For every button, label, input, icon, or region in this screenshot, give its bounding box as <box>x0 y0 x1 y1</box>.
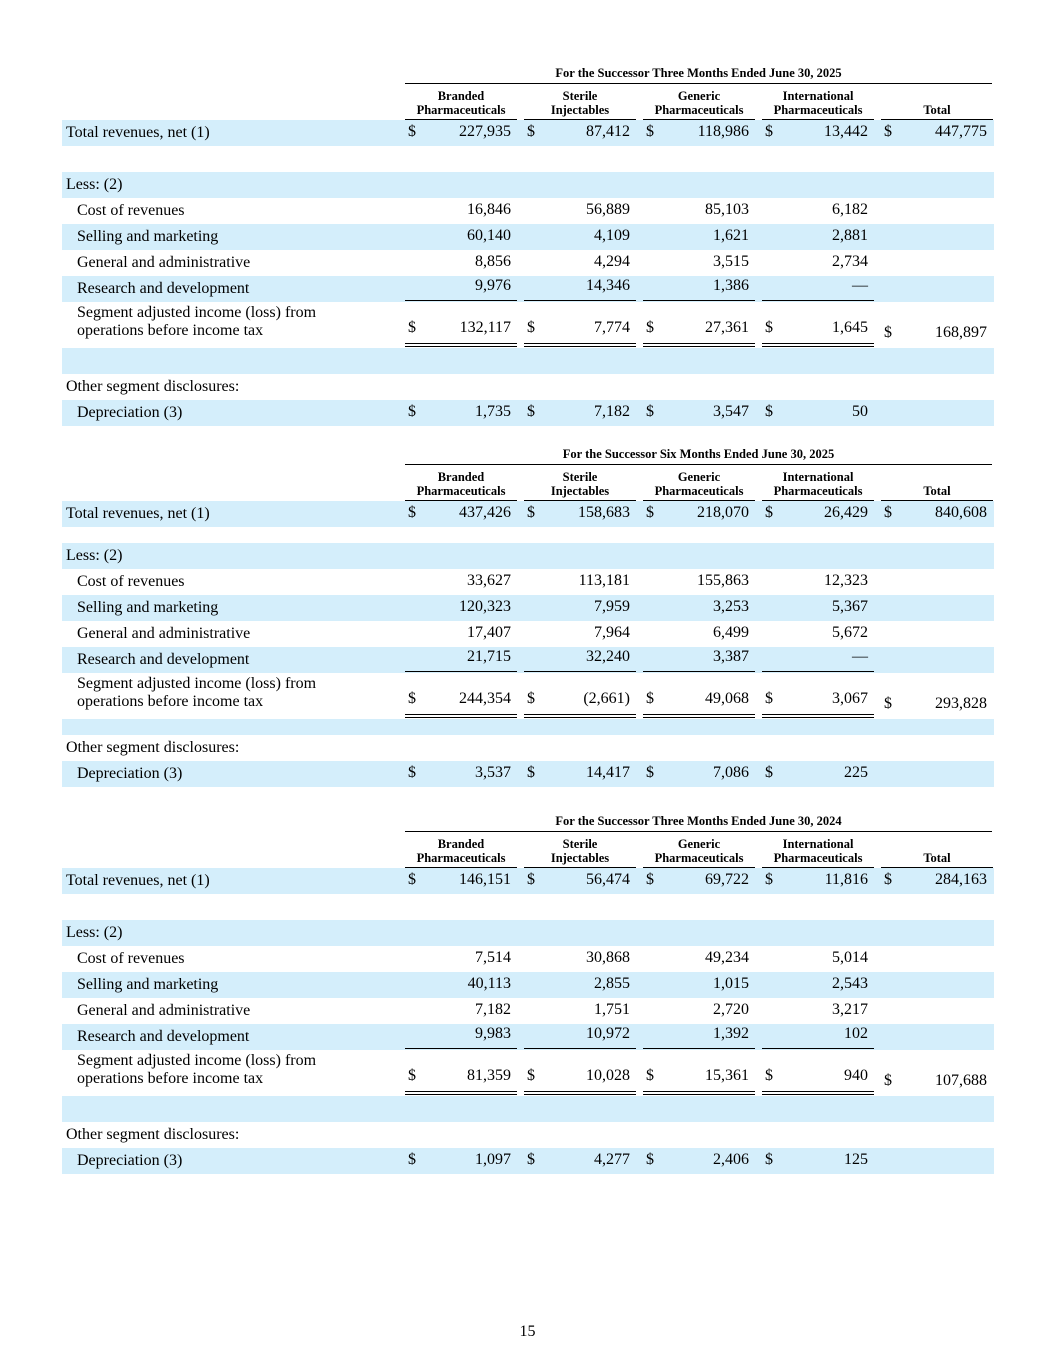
currency-sign: $ <box>408 319 416 336</box>
row-label: Segment adjusted income (loss) from operations before income tax <box>77 1052 317 1087</box>
currency-sign: $ <box>765 504 773 521</box>
cell-value: 4,277 <box>594 1151 630 1168</box>
cell-value: 27,361 <box>705 319 749 336</box>
row-label: Less: (2) <box>66 176 123 193</box>
currency-sign: $ <box>408 504 416 521</box>
currency-sign: $ <box>765 123 773 140</box>
currency-sign: $ <box>527 123 535 140</box>
row-label: Depreciation (3) <box>77 404 183 421</box>
col-branded: Branded Pharmaceuticals <box>405 837 517 868</box>
currency-sign: $ <box>527 871 535 888</box>
cell-value: 13,442 <box>824 123 868 140</box>
cell-value: 107,688 <box>935 1072 987 1089</box>
row-total-revenues <box>62 868 994 894</box>
currency-sign: $ <box>646 764 654 781</box>
row-general-admin <box>62 621 994 647</box>
row-total-revenues <box>62 501 994 527</box>
col-generic: Generic Pharmaceuticals <box>643 89 755 120</box>
cell-value: 4,294 <box>594 253 630 270</box>
row-label: Selling and marketing <box>77 228 219 245</box>
col-total: Total <box>881 851 993 868</box>
col-branded: Branded Pharmaceuticals <box>405 470 517 501</box>
page-number: 15 <box>519 1323 536 1340</box>
currency-sign: $ <box>884 695 892 712</box>
cell-value: 10,972 <box>586 1025 630 1042</box>
currency-sign: $ <box>646 123 654 140</box>
currency-sign: $ <box>408 403 416 420</box>
col-total: Total <box>881 484 993 501</box>
cell-value: 227,935 <box>459 123 511 140</box>
cell-value: 33,627 <box>467 572 511 589</box>
row-depreciation <box>62 761 994 787</box>
cell-value: 56,474 <box>586 871 630 888</box>
cell-value: 9,976 <box>475 277 511 294</box>
currency-sign: $ <box>646 403 654 420</box>
cell-value: 81,359 <box>467 1067 511 1084</box>
cell-value: 3,537 <box>475 764 511 781</box>
spacer-row <box>62 348 994 374</box>
cell-value: 218,070 <box>697 504 749 521</box>
row-label: Total revenues, net (1) <box>66 124 210 141</box>
cell-value: 14,417 <box>586 764 630 781</box>
cell-value: 5,014 <box>832 949 868 966</box>
cell-value: 7,182 <box>594 403 630 420</box>
cell-value: 2,720 <box>713 1001 749 1018</box>
cell-value: 87,412 <box>586 123 630 140</box>
cell-value: 1,097 <box>475 1151 511 1168</box>
row-label: Depreciation (3) <box>77 765 183 782</box>
row-label: General and administrative <box>77 625 251 642</box>
cell-value: 14,346 <box>586 277 630 294</box>
currency-sign: $ <box>527 1151 535 1168</box>
cell-value: 85,103 <box>705 201 749 218</box>
cell-value: 3,217 <box>832 1001 868 1018</box>
row-label: Cost of revenues <box>77 950 185 967</box>
cell-value: 118,986 <box>697 123 749 140</box>
row-cost-of-revenues <box>62 198 994 224</box>
cell-value: 437,426 <box>459 504 511 521</box>
cell-value: 120,323 <box>459 598 511 615</box>
cell-value: 11,816 <box>824 871 868 888</box>
cell-value: 2,406 <box>713 1151 749 1168</box>
row-label: General and administrative <box>77 254 251 271</box>
cell-value: 21,715 <box>467 648 511 665</box>
row-label: Segment adjusted income (loss) from operations before income tax <box>77 304 317 339</box>
cell-value: 3,067 <box>832 690 868 707</box>
cell-value: 3,515 <box>713 253 749 270</box>
col-generic: Generic Pharmaceuticals <box>643 837 755 868</box>
currency-sign: $ <box>765 403 773 420</box>
cell-value: 447,775 <box>935 123 987 140</box>
row-label: Research and development <box>77 280 250 297</box>
col-international: International Pharmaceuticals <box>762 837 874 868</box>
row-total-revenues <box>62 120 994 146</box>
col-branded: Branded Pharmaceuticals <box>405 89 517 120</box>
cell-value: 17,407 <box>467 624 511 641</box>
currency-sign: $ <box>408 1151 416 1168</box>
spacer-row <box>62 1096 994 1122</box>
row-label: Total revenues, net (1) <box>66 505 210 522</box>
cell-value: 32,240 <box>586 648 630 665</box>
cell-value: 102 <box>844 1025 868 1042</box>
row-general-admin <box>62 250 994 276</box>
row-label: Research and development <box>77 651 250 668</box>
currency-sign: $ <box>527 319 535 336</box>
currency-sign: $ <box>527 403 535 420</box>
row-cost-of-revenues <box>62 569 994 595</box>
row-research-development <box>62 276 994 302</box>
cell-value: 6,499 <box>713 624 749 641</box>
row-cost-of-revenues <box>62 946 994 972</box>
col-international: International Pharmaceuticals <box>762 89 874 120</box>
col-sterile: Sterile Injectables <box>524 837 636 868</box>
cell-value: 1,621 <box>713 227 749 244</box>
row-selling-marketing <box>62 972 994 998</box>
row-selling-marketing <box>62 595 994 621</box>
cell-value: 7,774 <box>594 319 630 336</box>
col-sterile: Sterile Injectables <box>524 470 636 501</box>
currency-sign: $ <box>527 1067 535 1084</box>
col-generic: Generic Pharmaceuticals <box>643 470 755 501</box>
cell-value: — <box>852 277 868 294</box>
cell-value: 5,367 <box>832 598 868 615</box>
row-label: Other segment disclosures: <box>66 378 240 395</box>
cell-value: 1,735 <box>475 403 511 420</box>
period-header: For the Successor Three Months Ended June 30, 2025 <box>405 64 992 84</box>
cell-value: 7,086 <box>713 764 749 781</box>
cell-value: 2,881 <box>832 227 868 244</box>
cell-value: 49,068 <box>705 690 749 707</box>
spacer-row <box>62 719 994 735</box>
row-label: Cost of revenues <box>77 573 185 590</box>
currency-sign: $ <box>646 690 654 707</box>
cell-value: 26,429 <box>824 504 868 521</box>
currency-sign: $ <box>884 123 892 140</box>
currency-sign: $ <box>646 504 654 521</box>
row-other-disclosures <box>62 735 994 761</box>
cell-value: 9,983 <box>475 1025 511 1042</box>
cell-value: 4,109 <box>594 227 630 244</box>
row-label: General and administrative <box>77 1002 251 1019</box>
currency-sign: $ <box>646 871 654 888</box>
currency-sign: $ <box>408 690 416 707</box>
row-label: Cost of revenues <box>77 202 185 219</box>
cell-value: 225 <box>844 764 868 781</box>
row-label: Total revenues, net (1) <box>66 872 210 889</box>
currency-sign: $ <box>765 1151 773 1168</box>
segment-table-q2-2024 <box>62 812 994 1174</box>
row-segment-income <box>62 302 994 348</box>
cell-value: 10,028 <box>586 1067 630 1084</box>
currency-sign: $ <box>646 319 654 336</box>
row-label: Selling and marketing <box>77 976 219 993</box>
cell-value: 244,354 <box>459 690 511 707</box>
cell-value: 6,182 <box>832 201 868 218</box>
spacer-row <box>62 894 994 920</box>
currency-sign: $ <box>527 764 535 781</box>
col-sterile: Sterile Injectables <box>524 89 636 120</box>
col-international: International Pharmaceuticals <box>762 470 874 501</box>
currency-sign: $ <box>646 1151 654 1168</box>
col-total: Total <box>881 103 993 120</box>
spacer-row <box>62 527 994 543</box>
currency-sign: $ <box>408 871 416 888</box>
row-label: Selling and marketing <box>77 599 219 616</box>
row-less <box>62 543 994 569</box>
cell-value: 1,751 <box>594 1001 630 1018</box>
cell-value: 155,863 <box>697 572 749 589</box>
cell-value: 69,722 <box>705 871 749 888</box>
cell-value: 7,959 <box>594 598 630 615</box>
cell-value: 5,672 <box>832 624 868 641</box>
cell-value: 56,889 <box>586 201 630 218</box>
cell-value: 158,683 <box>578 504 630 521</box>
currency-sign: $ <box>765 1067 773 1084</box>
cell-value: 125 <box>844 1151 868 1168</box>
currency-sign: $ <box>646 1067 654 1084</box>
currency-sign: $ <box>527 690 535 707</box>
row-general-admin <box>62 998 994 1024</box>
row-label: Segment adjusted income (loss) from operations before income tax <box>77 675 317 710</box>
currency-sign: $ <box>408 123 416 140</box>
cell-value: 1,392 <box>713 1025 749 1042</box>
currency-sign: $ <box>884 504 892 521</box>
segment-table-six-months-2025 <box>62 445 994 787</box>
cell-value: 2,734 <box>832 253 868 270</box>
column-headers <box>62 84 994 120</box>
cell-value: 7,964 <box>594 624 630 641</box>
cell-value: 12,323 <box>824 572 868 589</box>
cell-value: 7,182 <box>475 1001 511 1018</box>
cell-value: 16,846 <box>467 201 511 218</box>
cell-value: (2,661) <box>583 690 630 707</box>
cell-value: 132,117 <box>459 319 511 336</box>
currency-sign: $ <box>408 764 416 781</box>
segment-table-q2-2025 <box>62 64 994 426</box>
cell-value: 840,608 <box>935 504 987 521</box>
cell-value: 15,361 <box>705 1067 749 1084</box>
cell-value: 30,868 <box>586 949 630 966</box>
currency-sign: $ <box>884 324 892 341</box>
cell-value: 1,015 <box>713 975 749 992</box>
currency-sign: $ <box>884 871 892 888</box>
row-label: Depreciation (3) <box>77 1152 183 1169</box>
currency-sign: $ <box>527 504 535 521</box>
cell-value: 3,387 <box>713 648 749 665</box>
row-other-disclosures <box>62 1122 994 1148</box>
cell-value: 2,855 <box>594 975 630 992</box>
cell-value: 40,113 <box>467 975 511 992</box>
cell-value: 940 <box>844 1067 868 1084</box>
currency-sign: $ <box>765 319 773 336</box>
row-label: Research and development <box>77 1028 250 1045</box>
column-headers <box>62 465 994 501</box>
spacer-row <box>62 146 994 172</box>
cell-value: — <box>852 648 868 665</box>
row-less <box>62 920 994 946</box>
cell-value: 60,140 <box>467 227 511 244</box>
row-less <box>62 172 994 198</box>
currency-sign: $ <box>765 871 773 888</box>
row-label: Less: (2) <box>66 547 123 564</box>
cell-value: 146,151 <box>459 871 511 888</box>
row-selling-marketing <box>62 224 994 250</box>
cell-value: 50 <box>852 403 868 420</box>
cell-value: 168,897 <box>935 324 987 341</box>
row-label: Other segment disclosures: <box>66 739 240 756</box>
currency-sign: $ <box>408 1067 416 1084</box>
cell-value: 49,234 <box>705 949 749 966</box>
cell-value: 1,645 <box>832 319 868 336</box>
cell-value: 2,543 <box>832 975 868 992</box>
currency-sign: $ <box>765 690 773 707</box>
row-segment-income <box>62 1050 994 1096</box>
cell-value: 113,181 <box>578 572 630 589</box>
cell-value: 293,828 <box>935 695 987 712</box>
row-research-development <box>62 1024 994 1050</box>
period-header: For the Successor Three Months Ended June 30, 2024 <box>405 812 992 832</box>
row-label: Other segment disclosures: <box>66 1126 240 1143</box>
cell-value: 3,253 <box>713 598 749 615</box>
currency-sign: $ <box>765 764 773 781</box>
row-other-disclosures <box>62 374 994 400</box>
cell-value: 1,386 <box>713 277 749 294</box>
period-header: For the Successor Six Months Ended June 30, 2025 <box>405 445 992 465</box>
row-label: Less: (2) <box>66 924 123 941</box>
row-segment-income <box>62 673 994 719</box>
row-research-development <box>62 647 994 673</box>
row-depreciation <box>62 1148 994 1174</box>
cell-value: 3,547 <box>713 403 749 420</box>
currency-sign: $ <box>884 1072 892 1089</box>
cell-value: 284,163 <box>935 871 987 888</box>
column-headers <box>62 832 994 868</box>
cell-value: 7,514 <box>475 949 511 966</box>
cell-value: 8,856 <box>475 253 511 270</box>
row-depreciation <box>62 400 994 426</box>
